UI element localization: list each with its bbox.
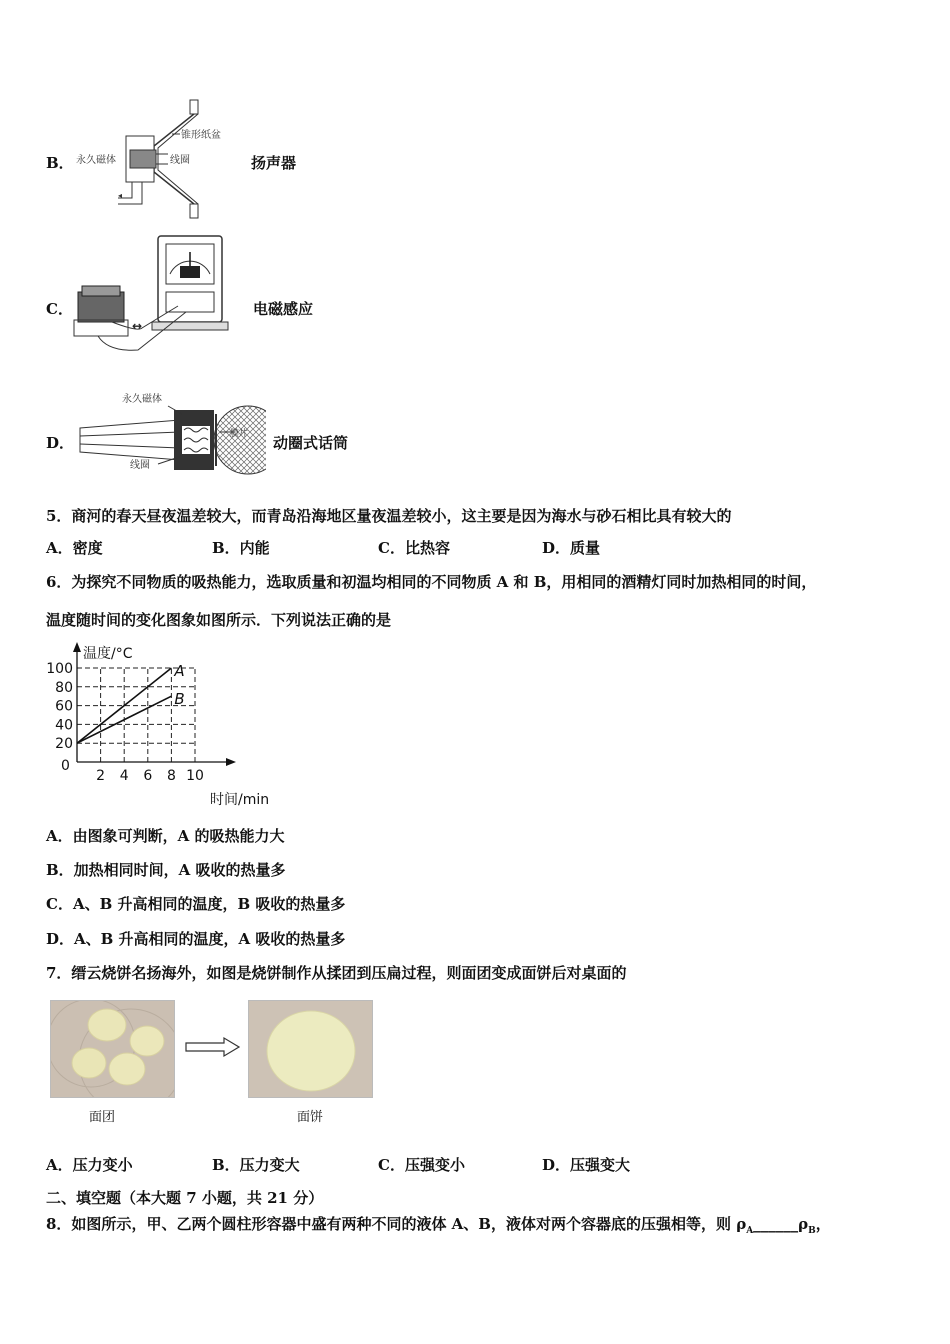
series-label-A: A — [174, 662, 185, 680]
mic-label-magnet: 永久磁体 — [122, 394, 162, 405]
q4-option-d-text: 动圈式话筒 — [273, 434, 349, 452]
x-tick-2: 2 — [96, 768, 106, 784]
q7-option-d: D．压强变大 — [542, 1156, 631, 1174]
arrow-glyph: ↔ — [132, 319, 143, 333]
q6-option-b: B．加热相同时间，A 吸收的热量多 — [46, 861, 286, 879]
q6-stem-line2: 温度随时间的变化图象如图所示．下列说法正确的是 — [46, 611, 392, 629]
q4-option-d-letter: D． — [46, 434, 75, 452]
q8-stem — [46, 1213, 831, 1236]
q4-option-b-letter: B． — [46, 154, 74, 172]
flat-dough-photo — [248, 1000, 373, 1098]
y-tick-80: 80 — [55, 679, 73, 696]
q6-stem-line1: 6．为探究不同物质的吸热能力，选取质量和初温均相同的不同物质 A 和 B，用相同的酒精灯同时加热相同的时间， — [46, 573, 817, 591]
q8-stem-text: 8．如图所示，甲、乙两个圆柱形容器中盛有两种不同的液体 A、B，液体对两个容器底的压强相等，则 ρ — [46, 1215, 747, 1233]
process-arrow-icon — [184, 1036, 242, 1058]
speaker-label-magnet: 永久磁体 — [76, 155, 116, 166]
microphone-figure — [70, 390, 266, 476]
q5-stem: 5．商河的春天昼夜温差较大，而青岛沿海地区量夜温差较小，这主要是因为海水与砂石相比具有较大的 — [46, 507, 732, 525]
chart-gridlines — [77, 668, 195, 762]
flat-dough-drawing — [249, 1001, 372, 1097]
y-tick-labels — [46, 661, 73, 752]
caption-dough-balls: 面团 — [89, 1110, 116, 1125]
q6-option-c: C．A、B 升高相同的温度，B 吸收的热量多 — [46, 895, 346, 913]
q8-sub-a: A — [746, 1226, 754, 1236]
y-tick-60: 60 — [55, 698, 73, 715]
q7-option-c: C．压强变小 — [378, 1156, 465, 1174]
q8-rho-b: ρ — [798, 1215, 809, 1233]
speaker-figure — [70, 98, 240, 220]
x-tick-10: 10 — [186, 768, 204, 784]
q8-tail: ， — [815, 1215, 831, 1233]
q7-stem: 7．缙云烧饼名扬海外，如图是烧饼制作从揉团到压扁过程，则面团变成面饼后对桌面的 — [46, 964, 627, 982]
q5-option-d: D．质量 — [542, 539, 601, 557]
y-tick-20: 20 — [55, 736, 73, 753]
caption-flat-dough: 面饼 — [297, 1110, 324, 1125]
chart-series — [77, 662, 185, 743]
q7-option-a: A．压力变小 — [46, 1156, 133, 1174]
speaker-arrow-1: ◂ — [118, 191, 123, 200]
temperature-time-chart — [40, 640, 290, 812]
dough-balls-photo — [50, 1000, 175, 1098]
q6-option-d: D．A、B 升高相同的温度，A 吸收的热量多 — [46, 930, 346, 948]
chart-origin-label: 0 — [61, 758, 70, 774]
series-label-B: B — [174, 690, 185, 709]
mic-label-diaphragm: 膜片 — [230, 429, 249, 439]
q8-sub-b: B — [808, 1226, 816, 1236]
q4-option-c-text: 电磁感应 — [253, 300, 314, 318]
q8-blank: ______ — [753, 1215, 799, 1233]
chart-y-axis-label: 温度/°C — [83, 646, 133, 662]
y-axis-arrowhead — [73, 642, 81, 652]
q4-option-c-letter: C． — [46, 300, 73, 318]
chart-x-axis-label: 时间/min — [210, 792, 270, 808]
q6-option-a: A．由图象可判断，A 的吸热能力大 — [46, 827, 285, 845]
q5-option-b: B．内能 — [212, 539, 270, 557]
x-tick-labels — [96, 768, 204, 784]
x-axis-arrowhead — [226, 758, 236, 766]
dough-balls-drawing — [51, 1001, 174, 1097]
speaker-label-cone: 锥形纸盆 — [181, 130, 221, 141]
q4-option-b-text: 扬声器 — [251, 154, 297, 172]
q5-option-c: C．比热容 — [378, 539, 450, 557]
x-tick-8: 8 — [166, 768, 176, 784]
section-2-title: 二、填空题（本大题 7 小题，共 21 分） — [46, 1189, 324, 1207]
q7-option-b: B．压力变大 — [212, 1156, 300, 1174]
x-tick-6: 6 — [143, 768, 153, 784]
mic-label-coil: 线圈 — [130, 460, 150, 471]
galvanometer-figure — [68, 232, 240, 356]
y-tick-40: 40 — [55, 717, 73, 734]
q5-option-a: A．密度 — [46, 539, 103, 557]
y-tick-100: 100 — [46, 661, 73, 677]
speaker-label-coil: 线圈 — [170, 155, 190, 166]
x-tick-4: 4 — [119, 768, 129, 784]
